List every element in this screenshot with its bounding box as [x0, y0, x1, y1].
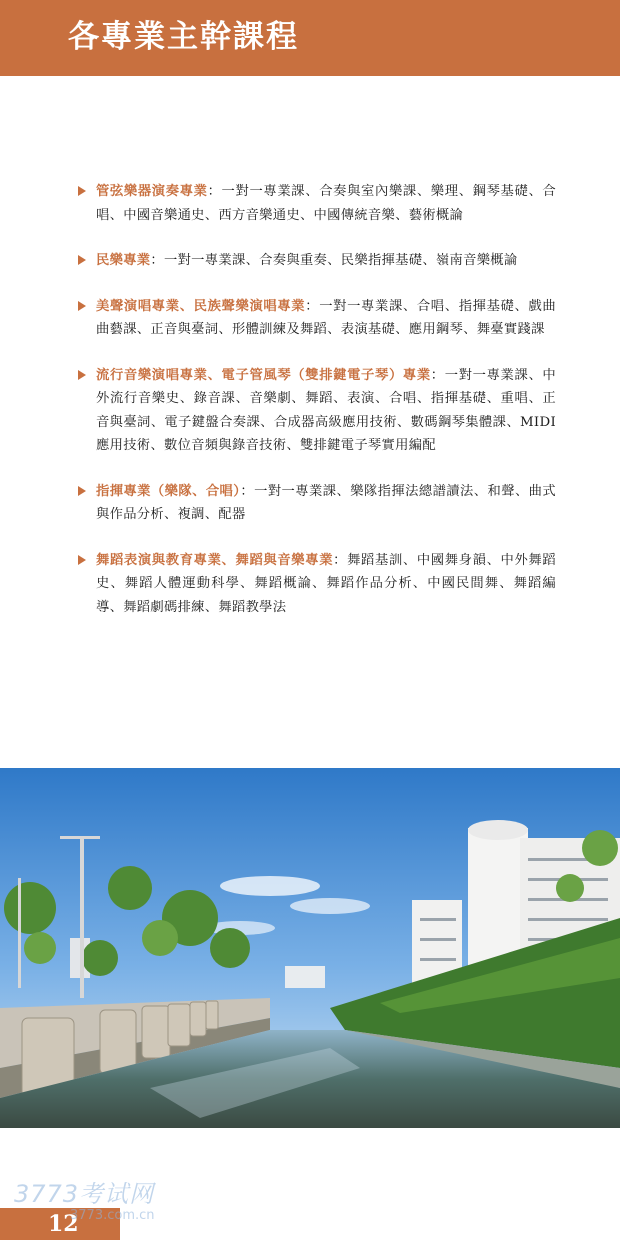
course-entry-text — [96, 249, 556, 273]
course-entry-text — [96, 180, 556, 227]
watermark-url: 3773.com.cn — [70, 1208, 155, 1223]
campus-canal-illustration — [0, 768, 620, 1128]
course-entry — [78, 549, 556, 620]
course-entry — [78, 249, 556, 273]
major-name: 流行音樂演唱專業、電子管風琴（雙排鍵電子琴）專業 — [96, 367, 431, 383]
course-description: ：舞蹈基訓、中國舞身韻、中外舞蹈史、舞蹈人體運動科學、舞蹈概論、舞蹈作品分析、中國民間舞、舞蹈編導、舞蹈劇碼排練、舞蹈教學法 — [96, 552, 556, 615]
course-entry — [78, 180, 556, 227]
course-description: ：一對一專業課、合唱、指揮基礎、戲曲曲藝課、正音與臺詞、形體訓練及舞蹈、表演基礎、應用鋼琴、舞臺實踐課 — [96, 298, 556, 337]
triangle-bullet-icon — [78, 370, 86, 380]
triangle-bullet-icon — [78, 555, 86, 565]
course-description: ：一對一專業課、樂隊指揮法總譜讀法、和聲、曲式與作品分析、複調、配器 — [96, 483, 556, 522]
triangle-bullet-icon — [78, 186, 86, 196]
major-name: 民樂專業 — [96, 253, 151, 268]
triangle-bullet-icon — [78, 255, 86, 265]
watermark-logo: 3773考试网 — [14, 1180, 155, 1208]
course-entry-text — [96, 549, 556, 620]
page-header — [0, 0, 620, 76]
course-list — [78, 180, 556, 641]
major-name: 舞蹈表演與教育專業、舞蹈與音樂專業 — [96, 552, 334, 568]
course-description: ：一對一專業課、合奏與重奏、民樂指揮基礎、嶺南音樂概論 — [150, 253, 518, 268]
course-entry — [78, 480, 556, 527]
course-description: ：一對一專業課、中外流行音樂史、錄音課、音樂劇、舞蹈、表演、合唱、指揮基礎、重唱、正音與臺詞、電子鍵盤合奏課、合成器高級應用技術、數碼鋼琴集體課、MIDI應用技術、數位音頻與錄音技術、雙排鍵電子琴實用編配 — [96, 367, 556, 453]
course-entry-text — [96, 480, 556, 527]
triangle-bullet-icon — [78, 301, 86, 311]
major-name: 管弦樂器演奏專業 — [96, 184, 208, 199]
course-entry-text — [96, 295, 556, 342]
triangle-bullet-icon — [78, 486, 86, 496]
page-number: 12 — [48, 1211, 79, 1237]
course-entry — [78, 364, 556, 458]
campus-photo — [0, 768, 620, 1128]
course-entry-text — [96, 364, 556, 458]
course-entry — [78, 295, 556, 342]
course-description: ：一對一專業課、合奏與室內樂課、樂理、鋼琴基礎、合唱、中國音樂通史、西方音樂通史、中國傳統音樂、藝術概論 — [96, 184, 557, 223]
major-name: 美聲演唱專業、民族聲樂演唱專業 — [96, 298, 306, 314]
major-name: 指揮專業（樂隊、合唱） — [96, 483, 241, 499]
page-title: 各專業主幹課程 — [68, 19, 299, 55]
